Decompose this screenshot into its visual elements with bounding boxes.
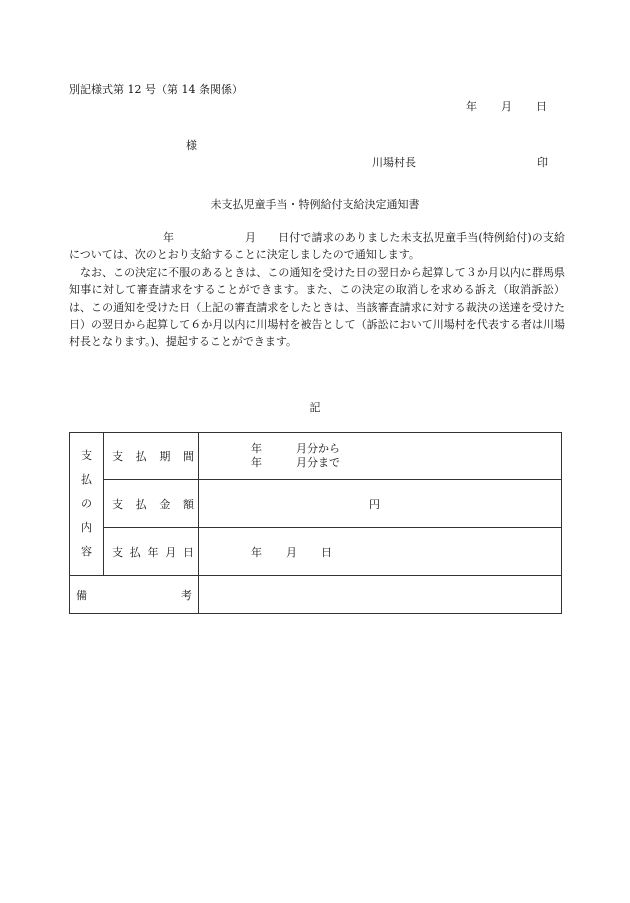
label-char: 支 xyxy=(112,545,123,559)
remarks-value[interactable] xyxy=(199,576,562,614)
label-char: 払 xyxy=(135,497,147,511)
body-paragraph-1 xyxy=(69,229,565,264)
notice-body xyxy=(69,229,565,351)
group-label-char: 内 xyxy=(81,521,92,534)
document-title: 未支払児童手当・特例給付支給決定通知書 xyxy=(210,198,420,211)
label-char: 支 xyxy=(112,450,123,463)
period-from xyxy=(251,442,561,456)
group-label-char: の xyxy=(81,497,92,510)
issue-date-year: 年 xyxy=(466,100,477,113)
label-char: 払 xyxy=(129,545,141,559)
label-char: 考 xyxy=(181,588,192,602)
label-char: 払 xyxy=(135,450,147,463)
paydate-day: 日 xyxy=(321,545,332,559)
payment-period-row xyxy=(70,433,562,480)
payment-period-value[interactable] xyxy=(199,433,562,480)
remarks-label xyxy=(70,576,199,614)
paydate-year: 年 xyxy=(251,545,262,559)
period-to-year: 年 xyxy=(251,456,262,469)
label-char: 日 xyxy=(183,545,194,559)
payment-amount-value[interactable] xyxy=(199,480,562,528)
issuer-name: 川場村長 xyxy=(372,156,416,169)
payment-period-label xyxy=(104,433,199,480)
issue-date-day: 日 xyxy=(536,100,547,113)
body-paragraph-2: なお、この決定に不服のあるときは、この通知を受けた日の翌日から起算して３か月以内に群馬県知事に対して審査請求をすることができます。また、この決定の取消しを求める訴え（取消訴訟）は、この通知を受けた日（上記の審査請求をしたときは、当該審査請求に対する裁決の送達を受けた日）の翌日から起算して６か月以内に川場村を被告として（訴訟において川場村を代表する者は川場村長となります。)、提起することができます。 xyxy=(69,265,565,349)
form-number: 別記様式第 12 号（第 14 条関係） xyxy=(69,83,243,96)
label-char: 支 xyxy=(112,497,123,511)
group-label-char: 容 xyxy=(81,545,92,558)
period-from-year: 年 xyxy=(251,442,262,455)
period-to xyxy=(251,456,561,470)
label-char: 額 xyxy=(182,497,194,511)
label-char: 期 xyxy=(159,450,171,463)
group-label-char: 支 xyxy=(81,449,92,462)
payment-contents-label xyxy=(70,433,104,576)
remarks-row xyxy=(70,576,562,614)
amount-unit: 円 xyxy=(369,497,380,511)
label-char: 年 xyxy=(147,545,159,559)
payment-details-table xyxy=(69,432,562,614)
period-to-month: 月分まで xyxy=(296,456,340,469)
recipient-suffix: 様 xyxy=(186,139,197,152)
label-char: 間 xyxy=(182,450,194,463)
body-date-month: 月 xyxy=(245,231,256,244)
payment-amount-row xyxy=(70,480,562,528)
payment-date-row xyxy=(70,528,562,576)
payment-date-value[interactable] xyxy=(199,528,562,576)
issue-date-month: 月 xyxy=(501,100,512,113)
body-date-year: 年 xyxy=(163,231,174,244)
label-char: 月 xyxy=(165,545,177,559)
payment-amount-label xyxy=(104,480,199,528)
seal-mark: 印 xyxy=(537,156,548,169)
group-label-char: 払 xyxy=(81,473,92,486)
label-char: 金 xyxy=(159,497,171,511)
period-from-month: 月分から xyxy=(296,442,340,455)
payment-date-label xyxy=(104,528,199,576)
label-char: 備 xyxy=(76,588,87,602)
paydate-month: 月 xyxy=(286,545,297,559)
ki-heading: 記 xyxy=(309,401,321,414)
issue-date xyxy=(466,98,547,114)
body-paragraph-1-text: 日付で請求のありました未支払児童手当(特例給付)の支給については、次のとおり支給することに決定しましたので通知します。 xyxy=(69,231,565,262)
